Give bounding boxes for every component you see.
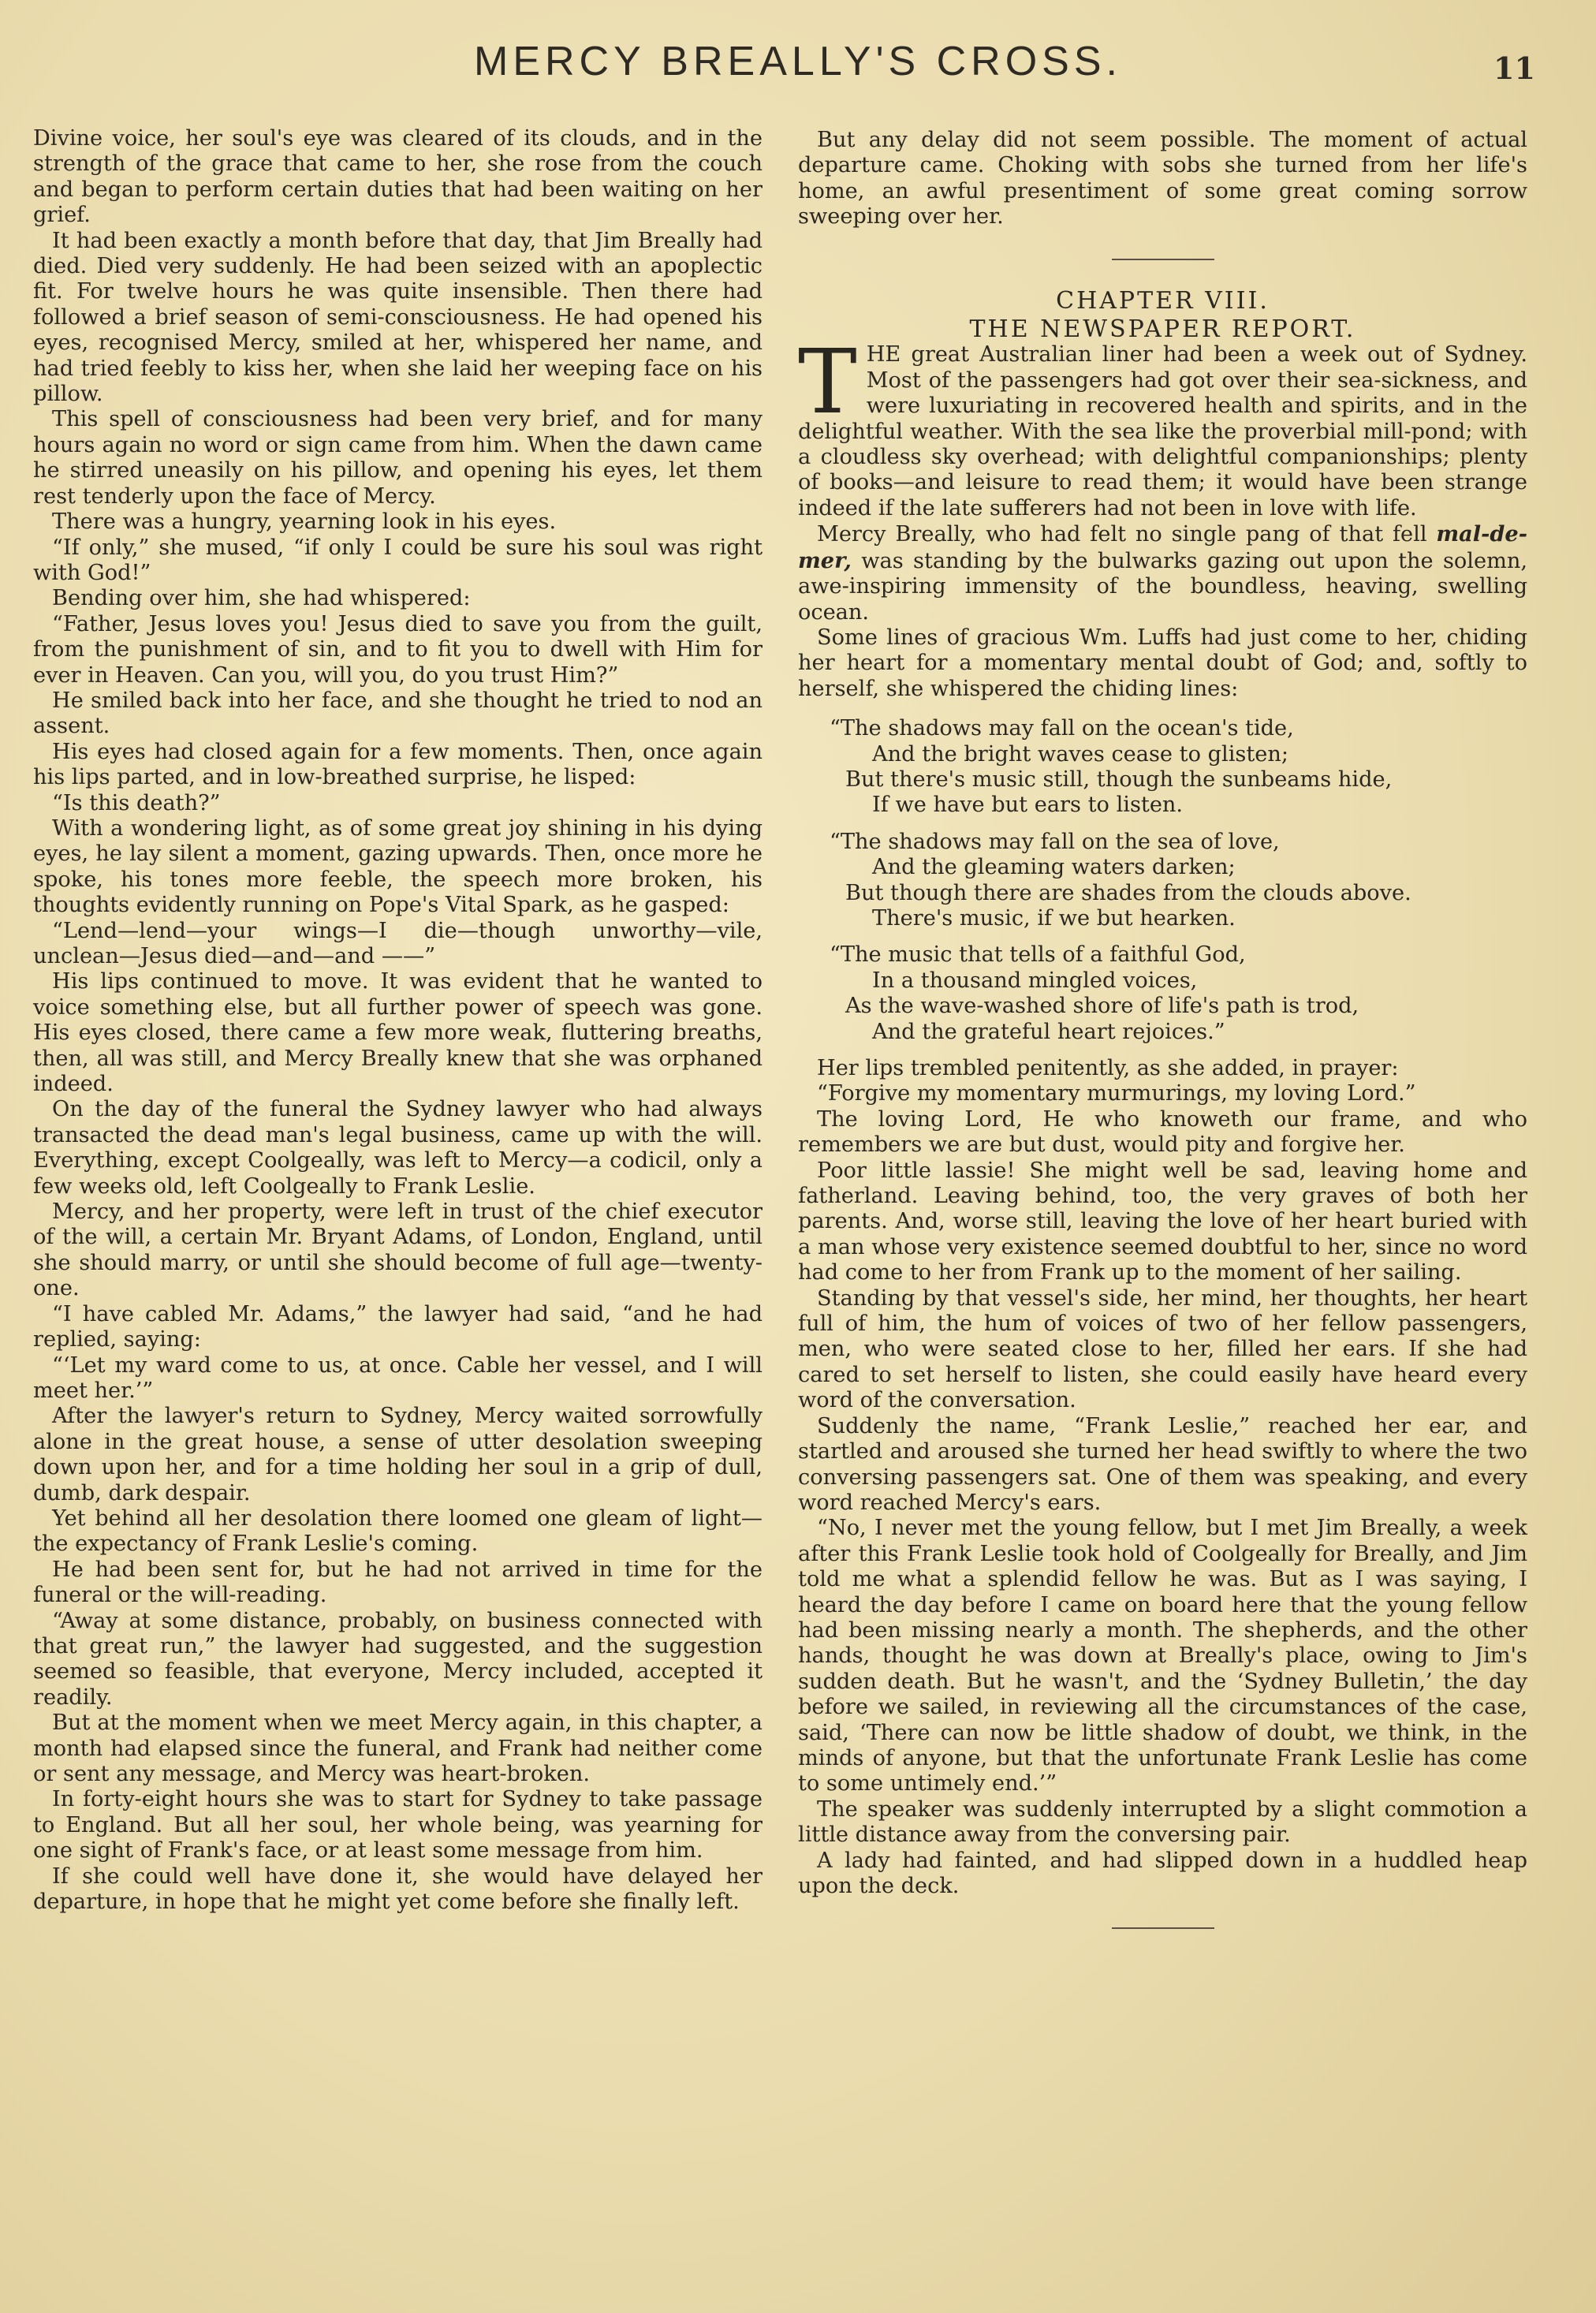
paragraph: “Away at some distance, probably, on business connected with that great run,” the lawyer had suggested, and the suggestion seemed so feasible, that everyone, Mercy included, accepted it readily. [33, 1608, 763, 1710]
paragraph-text: HE great Australian liner had been a week out of Sydney. Most of the passengers had got over their sea-sickness, and were luxuriating in recovered health and spirits, and in the delightful weather. With the sea like the proverbial mill-pond; with a cloudless sky overhead; with delightful companionships; plenty of books—and leisure to read them; it would have been strange indeed if the late sufferers had not been in love with life. [798, 342, 1527, 520]
paragraph: Suddenly the name, “Frank Leslie,” reached her ear, and startled and aroused she turned her head swiftly to where the two conversing passengers sat. One of them was speaking, and every word reached Mercy's ears. [798, 1413, 1527, 1515]
paragraph: His eyes had closed again for a few moments. Then, once again his lips parted, and in low-breathed surprise, he lisped: [33, 739, 763, 790]
poem-line: And the gleaming waters darken; [872, 855, 1236, 880]
paragraph: A lady had fainted, and had slipped down in a huddled heap upon the deck. [798, 1848, 1527, 1898]
paragraph: Mercy, and her property, were left in trust of the chief executor of the will, a certain Mr. Bryant Adams, of London, England, until she should marry, or until she should become of full age—twenty-one. [33, 1199, 763, 1301]
poem [798, 716, 1527, 1045]
poem-line: But though there are shades from the clouds above. [845, 880, 1411, 905]
paragraph: But at the moment when we meet Mercy again, in this chapter, a month had elapsed since the funeral, and Frank had neither come or sent any message, and Mercy was heart-broken. [33, 1711, 763, 1786]
paragraph: “Forgive my momentary murmurings, my loving Lord.” [817, 1081, 1416, 1106]
paragraph: Standing by that vessel's side, her mind, her thoughts, her heart full of him, the hum of voices of two of her fellow passengers, men, who were seated close to her, filled her ears. If she had cared to set herself to listen, she could easily have heard every word of the conversation. [798, 1285, 1527, 1413]
paragraph: This spell of consciousness had been very brief, and for many hours again no word or sign came from him. When the dawn came he stirred uneasily on his pillow, and opening his eyes, let them rest tenderly upon the face of Mercy. [33, 407, 763, 509]
paragraph: With a wondering light, as of some great joy shining in his dying eyes, he lay silent a moment, gazing upwards. Then, once more he spoke, his tones more feeble, the speech more broken, his thoughts evidently running on Pope's Vital Spark, as he gasped: [33, 815, 763, 918]
page-number: 11 [1493, 50, 1535, 86]
paragraph: “I have cabled Mr. Adams,” the lawyer had said, “and he had replied, saying: [33, 1301, 763, 1352]
poem-line: In a thousand mingled voices, [872, 968, 1198, 993]
paragraph: “Lend—lend—your wings—I die—though unworthy—vile, unclean—Jesus died—and—and ——” [33, 918, 763, 968]
paragraph: If she could well have done it, she would have delayed her departure, in hope that he might yet come before she finally left. [33, 1863, 763, 1915]
paragraph: Her lips trembled penitently, as she added, in prayer: [817, 1056, 1399, 1080]
paragraph: There was a hungry, yearning look in his eyes. [52, 509, 557, 535]
paragraph: Some lines of gracious Wm. Luffs had just come to her, chiding her heart for a momentary mental doubt of God; and, softly to herself, she whispered the chiding lines: [798, 625, 1527, 701]
poem-line: And the grateful heart rejoices.” [872, 1019, 1225, 1044]
paragraph: “Father, Jesus loves you! Jesus died to save you from the guilt, from the punishment of sin, and to fit you to dwell with Him for ever in Heaven. Can you, will you, do you trust Him?” [33, 611, 763, 688]
paragraph: But any delay did not seem possible. The moment of actual departure came. Choking with sobs she turned from her life's home, an awful presentiment of some great coming sorrow sweeping over her. [798, 128, 1527, 229]
paragraph-text: Mercy Breally, who had felt no single pang of that fell [817, 522, 1437, 547]
poem-line: “The shadows may fall on the ocean's tide, [830, 716, 1294, 741]
paragraph: It had been exactly a month before that day, that Jim Breally had died. Died very suddenly. He had been seized with an apoplectic fit. For twelve hours he was quite insensible. Then there had followed a brief season of semi-consciousness. He had opened his eyes, recognised Mercy, smiled at her, whispered her name, and had tried feebly to kiss her, when she laid her weeping face on his pillow. [33, 228, 763, 407]
poem-stanza [798, 716, 1527, 819]
section-divider [1112, 259, 1214, 260]
poem-line: There's music, if we but hearken. [872, 905, 1236, 931]
poem-stanza [798, 830, 1527, 932]
poem-line: “The music that tells of a faithful God, [830, 942, 1246, 968]
running-header: MERCY BREALLY'S CROSS. [474, 39, 1122, 84]
paragraph [798, 521, 1527, 625]
drop-cap: T [798, 331, 857, 435]
paragraph: Bending over him, she had whispered: [52, 586, 471, 611]
chapter-number: CHAPTER VIII. [1056, 286, 1270, 315]
poem-stanza [798, 942, 1527, 1045]
paragraph: “If only,” she mused, “if only I could be sure his soul was right with God!” [33, 535, 763, 585]
paragraph: On the day of the funeral the Sydney lawyer who had always transacted the dead man's legal business, came up with the will. Everything, except Coolgeally, was left to Mercy—a codicil, only a few weeks old, left Coolgeally to Frank Leslie. [33, 1097, 763, 1199]
poem-line: And the bright waves cease to glisten; [872, 741, 1289, 767]
paragraph: Yet behind all her desolation there loomed one gleam of light—the expectancy of Frank Leslie's coming. [33, 1505, 763, 1557]
section-divider [1112, 1927, 1214, 1929]
paragraph: “No, I never met the young fellow, but I met Jim Breally, a week after this Frank Leslie took hold of Coolgeally for Breally, and Jim told me what a splendid fellow he was. But as I was saying, I heard the day before I came on board here that the young fellow had been missing nearly a month. The shepherds, and the other hands, thought he was down at Breally's place, owing to Jim's sudden death. But he wasn't, and the ‘Sydney Bulletin,’ the day before we sailed, in reviewing all the circumstances of the case, said, ‘There can now be little shadow of doubt, we think, in the minds of anyone, but that the unfortunate Frank Leslie has come to some untimely end.’” [798, 1516, 1527, 1796]
paragraph: After the lawyer's return to Sydney, Mercy waited sorrowfully alone in the great house, a sense of utter desolation sweeping down upon her, and for a time holding her soul in a grip of dull, dumb, dark despair. [33, 1404, 763, 1505]
paragraph: The speaker was suddenly interrupted by a slight commotion a little distance away from the conversing pair. [798, 1796, 1527, 1848]
poem-line: As the wave-washed shore of life's path is trod, [845, 994, 1359, 1019]
poem-line: If we have but ears to listen. [872, 793, 1184, 818]
poem-line: “The shadows may fall on the sea of love, [830, 829, 1280, 854]
paragraph: His lips continued to move. It was evident that he wanted to voice something else, but all further power of speech was gone. His eyes closed, there came a few more weak, fluttering breaths, then, all was still, and Mercy Breally knew that she was orphaned indeed. [33, 969, 763, 1097]
right-column [798, 128, 1527, 1957]
left-column [33, 126, 763, 1915]
paragraph: In forty-eight hours she was to start for Sydney to take passage to England. But all her soul, her whole being, was yearning for one sight of Frank's face, or at least some message from him. [33, 1787, 763, 1863]
emphasis-phrase: mal-de-mer, [798, 521, 1527, 573]
paragraph: Poor little lassie! She might well be sad, leaving home and fatherland. Leaving behind, too, the very graves of both her parents. And, worse still, leaving the love of her heart buried with a man whose very existence seemed doubtful to her, since no word had come to her from Frank up to the moment of her sailing. [798, 1158, 1527, 1285]
paragraph: “‘Let my ward come to us, at once. Cable her vessel, and I will meet her.’” [33, 1352, 763, 1403]
paragraph-text: was standing by the bulwarks gazing out upon the solemn, awe-inspiring immensity of the boundless, heaving, swelling ocean. [798, 548, 1527, 625]
paragraph: He smiled back into her face, and she thought he tried to nod an assent. [33, 688, 763, 739]
paragraph: Divine voice, her soul's eye was cleared of its clouds, and in the strength of the grace that came to her, she rose from the couch and began to perform certain duties that had been waiting on her grief. [33, 126, 763, 228]
chapter-title: THE NEWSPAPER REPORT. [969, 315, 1356, 344]
paragraph: He had been sent for, but he had not arrived in time for the funeral or the will-reading. [33, 1557, 763, 1608]
paragraph: “Is this death?” [52, 790, 221, 815]
poem-line: But there's music still, though the sunbeams hide, [845, 767, 1393, 792]
paragraph: The loving Lord, He who knoweth our frame, and who remembers we are but dust, would pity and forgive her. [798, 1106, 1527, 1158]
chapter-opening-paragraph [798, 331, 1527, 521]
